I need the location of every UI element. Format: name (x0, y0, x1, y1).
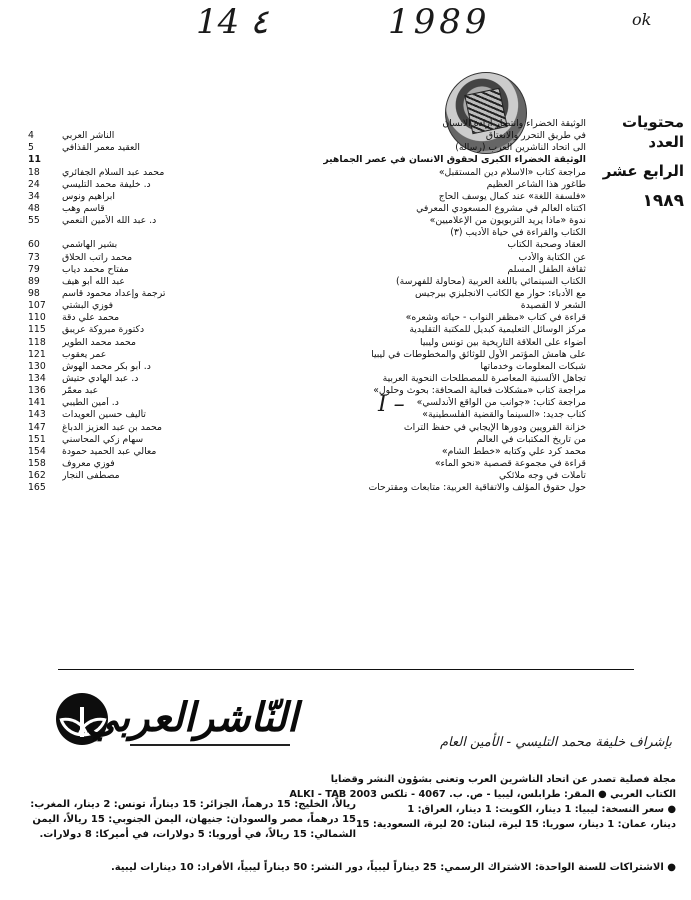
toc-author: دكتورة مبروكة عريبق (62, 324, 145, 336)
toc-row (28, 191, 586, 203)
toc-author: مصطفى النجار (62, 470, 120, 482)
toc-row (28, 130, 586, 142)
toc-row (28, 482, 586, 494)
toc-row (28, 409, 586, 421)
toc-title: محمد كرد علي وكتابه «خطط الشام» (441, 445, 586, 457)
toc-author: قاسم وهب (62, 202, 105, 214)
handwritten-code: 14 ٤ (196, 2, 269, 42)
price-line: الشمالي: 15 ريالاً، في أوروبا: 5 دولارات، في أميركا: 8 دولارات. (39, 829, 356, 840)
toc-page-number: 4 (28, 130, 34, 142)
price-list (26, 797, 356, 842)
toc-author: معالي عبد الحميد حمودة (62, 445, 157, 457)
toc-row (28, 422, 586, 434)
toc-page-number: 134 (28, 372, 46, 384)
toc-title: الكتاب السينمائي باللغة العربية (محاولة للفهرسة) (396, 275, 586, 287)
toc-author: عمر يعقوب (62, 348, 107, 360)
toc-author: د. عبد الهادي حتيش (62, 372, 139, 384)
toc-title: الوثيقة الخضراء الكبرى لحقوق الانسان في عصر الجماهير (323, 154, 586, 166)
toc-row (28, 288, 586, 300)
toc-author: محمد علي دقة (62, 312, 120, 324)
supervision-line: بإشراف خليفة محمد التليسي - الأمين العام (439, 735, 672, 750)
toc-page-number: 18 (28, 166, 40, 178)
toc-author: محمد راتب الحلاق (62, 251, 133, 263)
masthead-logo-text: النّاشرالعربي (85, 695, 298, 741)
toc-title: ثقافة الطفل المسلم (507, 263, 586, 275)
toc-title: العقاد وصحبة الكتاب (507, 239, 586, 251)
toc-title: خزانة القرويين ودورها الإيجابي في حفظ التراث (403, 421, 586, 433)
toc-author: ابراهيم ونوس (62, 190, 115, 202)
toc-page-number: 154 (28, 445, 46, 457)
toc-author: العقيد معمر القذافي (62, 142, 140, 154)
toc-row (28, 179, 586, 191)
toc-author: عبد الله أبو هيف (62, 275, 125, 287)
toc-row (28, 470, 586, 482)
toc-page-number: 115 (28, 324, 46, 336)
toc-title: «فلسفة اللغة» عند كمال يوسف الحاج (438, 190, 586, 202)
toc-author: فوزي معروف (62, 457, 115, 469)
toc-author: عبد معمّر (62, 385, 99, 397)
toc-row (28, 227, 586, 239)
info-line: الكتاب العربي ● المقر: طرابلس، ليبيا - ص. ب. 4067 - تلكس ALKI - TAB 2003 (289, 789, 676, 800)
toc-page-number: 143 (28, 409, 46, 421)
toc-page-number: 55 (28, 215, 40, 227)
toc-row (28, 324, 586, 336)
toc-row (28, 142, 586, 154)
toc-row (28, 203, 586, 215)
toc-title: الوثيقة الخضراء وانتصار ارادة الانسان (442, 118, 586, 129)
toc-page-number: 165 (28, 482, 46, 494)
toc-author: د. خليفة محمد التليسي (62, 178, 151, 190)
toc-title: من تاريخ المكتبات في العالم (476, 433, 586, 445)
toc-title: كتاب جديد: «السينما والقضية الفلسطينية» (422, 409, 586, 421)
price-line: ريالاً، الخليج: 15 درهماً، الجزائر: 15 ديناراً، تونس: 2 دينار، المغرب: (30, 799, 356, 810)
toc-title: تجاهل الألسنية المعاصرة للمصطلحات النحوية العربية (382, 372, 586, 384)
info-line: ● سعر النسخة: ليبيا: 1 دينار، الكويت: 1 دينار، العراق: 1 (407, 804, 676, 815)
toc-title: مركز الوسائل التعليمية كبديل للمكتبة التقليدية (409, 324, 586, 336)
toc-page-number: 34 (28, 190, 40, 202)
contents-heading (596, 112, 684, 212)
toc-page-number: 158 (28, 457, 46, 469)
toc-row (28, 361, 586, 373)
toc-page-number: 24 (28, 178, 40, 190)
toc-author: سهام زكي المحاسني (62, 433, 144, 445)
toc-title: الكتاب والقراءة في حياة الأديب (٣) (450, 227, 586, 239)
toc-row (28, 458, 586, 470)
toc-page-number: 151 (28, 433, 46, 445)
toc-row (28, 337, 586, 349)
toc-page-number: 136 (28, 385, 46, 397)
toc-row (28, 215, 586, 227)
toc-row (28, 252, 586, 264)
toc-row (28, 118, 586, 130)
toc-page-number: 147 (28, 421, 46, 433)
toc-author: محمد بن عبد العزيز الدباغ (62, 421, 162, 433)
toc-page-number: 118 (28, 336, 46, 348)
toc-title: عن الكتابة والأدب (518, 251, 586, 263)
toc-page-number: 162 (28, 470, 46, 482)
toc-row (28, 385, 586, 397)
logo-stem (80, 707, 84, 737)
toc-title: الشعر لا القصيدة (520, 300, 586, 312)
toc-page-number: 121 (28, 348, 46, 360)
toc-page-number: 107 (28, 300, 46, 312)
toc-row (28, 276, 586, 288)
toc-title: قراءة في كتاب «مظفر النواب - حياته وشعره» (405, 312, 586, 324)
toc-page-number: 110 (28, 312, 46, 324)
divider (58, 669, 634, 670)
toc-row (28, 434, 586, 446)
toc-page-number: 98 (28, 287, 40, 299)
info-line: دينار، عمان: 1 دينار، سوريا: 15 ليرة، لبنان: 20 ليرة، السعودية: 15 (355, 819, 676, 830)
toc-page-number: 89 (28, 275, 40, 287)
toc-row (28, 373, 586, 385)
toc-author: د. أبو بكر محمد الهوش (62, 360, 151, 372)
toc-page-number: 130 (28, 360, 46, 372)
toc-page-number: 5 (28, 142, 34, 154)
toc-title: اكتناه العالم في مشروع المسعودي المعرفي (416, 202, 586, 214)
handwritten-year: 1989 (388, 2, 491, 42)
toc-title: طاغور هذا الشاعر العظيم (486, 178, 586, 190)
toc-row (28, 349, 586, 361)
toc-title: شبكات المعلومات وخدماتها (480, 360, 586, 372)
toc-title: مراجعة كتاب: «جوانب من الواقع الأندلسي» (416, 397, 586, 409)
toc-title: تأملات في وجه ملائكي (499, 470, 586, 482)
issue-year: ١٩٨٩ (642, 191, 684, 211)
toc-title: مراجعة كتاب «الاسلام دين المستقبل» (438, 166, 586, 178)
subscriptions-line: ● الاشتراكات للسنة الواحدة: الاشتراك الرسمي: 25 ديناراً ليبياً، دور النشر: 50 ديناراً ليبياً، الأفراد: 10 دينارات ليبية. (110, 862, 676, 873)
toc-title: قراءة في مجموعة قصصية «نحو الماء» (434, 457, 586, 469)
handwritten-margin-mark: I – (378, 392, 405, 417)
price-line: 15 درهماً، مصر والسودان: جنيهان، اليمن الجنوبي: 15 ريالاً، اليمن (32, 814, 356, 825)
toc-title: أضواء على العلاقة التاريخية بين تونس وليبيا (419, 336, 586, 348)
toc-page-number: 60 (28, 239, 40, 251)
toc-row (28, 446, 586, 458)
info-line: مجلة فصلية تصدر عن اتحاد الناشرين العرب وتعنى بشؤون النشر وقضايا (330, 774, 676, 785)
toc-author: محمد عبد السلام الجفائري (62, 166, 165, 178)
contents-heading-line1: محتويات العدد (622, 113, 684, 151)
toc-page-number: 79 (28, 263, 40, 275)
toc-author: الناشر العربي (62, 130, 115, 142)
toc-author: د. عبد الله الأمين النعمي (62, 215, 157, 227)
toc-title: مع الأدباء: حوار مع الكاتب الانجليزي بيرجيس (415, 287, 586, 299)
toc-title: مراجعة كتاب «مشكلات فعالية الصحافة: بحوث وحلول» (373, 385, 586, 397)
toc-title: على هامش المؤتمر الأول للوثائق والمخطوطات في ليبيا (371, 348, 586, 360)
toc-page-number: 73 (28, 251, 40, 263)
toc-row (28, 397, 586, 409)
toc-author: مفتاح محمد دياب (62, 263, 129, 275)
toc-row (28, 154, 586, 166)
toc-row (28, 239, 586, 251)
toc-page-number: 141 (28, 397, 46, 409)
toc-author: بشير الهاشمي (62, 239, 118, 251)
toc-title: ندوة «ماذا يريد التربويون من الإعلاميين» (429, 215, 586, 227)
toc-author: د. أمين الطيبي (62, 397, 119, 409)
toc-author: فوزي البشتي (62, 300, 114, 312)
table-of-contents (28, 118, 586, 494)
toc-row (28, 300, 586, 312)
toc-row (28, 264, 586, 276)
toc-row (28, 312, 586, 324)
toc-title: في طريق التحرر والانعتاق (485, 130, 586, 142)
toc-author: ترجمة وإعداد محمود قاسم (62, 287, 166, 299)
toc-title: الى اتحاد الناشرين العرب (رسالة) (455, 142, 586, 154)
issue-number: الرابع عشر (602, 162, 684, 180)
toc-page-number: 11 (28, 154, 41, 166)
toc-row (28, 167, 586, 179)
toc-page-number: 48 (28, 202, 40, 214)
toc-author: تأليف حسين العويدات (62, 409, 147, 421)
toc-title: حول حقوق المؤلف والاتفاقية العربية: متابعات ومقترحات (368, 482, 586, 494)
handwritten-corner-note: ok (632, 10, 652, 29)
toc-author: محمد محمد الطوير (62, 336, 136, 348)
masthead-underline (130, 744, 290, 746)
